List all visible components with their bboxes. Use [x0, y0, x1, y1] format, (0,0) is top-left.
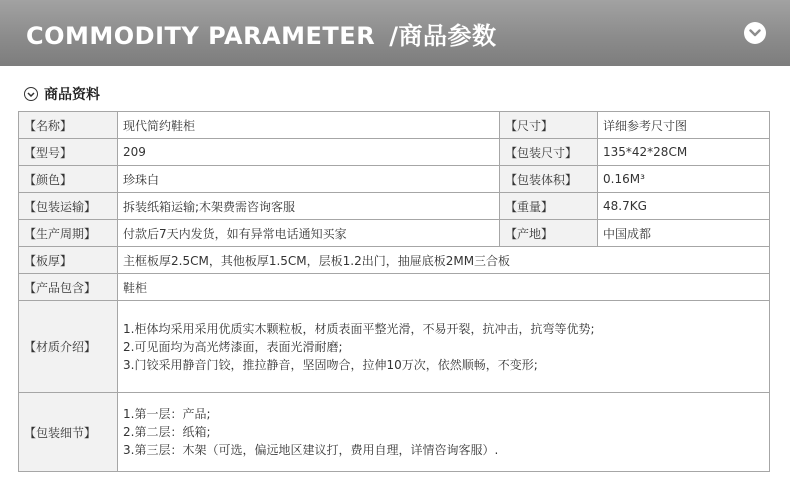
packing-line: 1.第一层：产品; [123, 407, 211, 421]
packing-line: 3.第三层：木架（可选，偏远地区建议打，费用自理，详情咨询客服）. [123, 443, 499, 457]
transport-value: 拆装纸箱运输;木架费需咨询客服 [118, 193, 500, 220]
pack-volume-value: 0.16M³ [598, 166, 770, 193]
table-row [19, 393, 770, 472]
table-row [19, 193, 770, 220]
table-row [19, 166, 770, 193]
origin-value: 中国成都 [598, 220, 770, 247]
transport-label: 【包装运输】 [19, 193, 118, 220]
banner-title [26, 16, 496, 51]
table-row [19, 220, 770, 247]
header-banner [0, 0, 790, 66]
chevron-down-circle-icon[interactable] [744, 22, 766, 44]
cycle-value: 付款后7天内发货，如有异常电话通知买家 [118, 220, 500, 247]
table-row [19, 301, 770, 393]
table-row [19, 274, 770, 301]
origin-label: 【产地】 [500, 220, 598, 247]
chevron-down-circle-icon [24, 87, 38, 101]
section-title: 商品资料 [44, 87, 100, 103]
material-line: 1.柜体均采用采用优质实木颗粒板，材质表面平整光滑，不易开裂，抗冲击，抗弯等优势; [123, 321, 595, 336]
section-header [24, 84, 100, 104]
color-label: 【颜色】 [19, 166, 118, 193]
packing-label: 【包装细节】 [19, 393, 118, 472]
cycle-label: 【生产周期】 [19, 220, 118, 247]
banner-title-cn: /商品参数 [389, 22, 497, 50]
thickness-label: 【板厚】 [19, 247, 118, 274]
pack-volume-label: 【包装体积】 [500, 166, 598, 193]
color-value: 珍珠白 [118, 166, 500, 193]
weight-value: 48.7KG [598, 193, 770, 220]
size-value: 详细参考尺寸图 [598, 112, 770, 139]
material-line: 3.门铰采用静音门铰，推拉静音，坚固吻合，拉伸10万次，依然顺畅，不变形; [123, 357, 538, 372]
packing-value [118, 393, 770, 472]
table-row [19, 112, 770, 139]
includes-label: 【产品包含】 [19, 274, 118, 301]
model-value: 209 [118, 139, 500, 166]
parameter-table [18, 111, 770, 472]
pack-size-label: 【包装尺寸】 [500, 139, 598, 166]
banner-title-en: COMMODITY PARAMETER [26, 22, 376, 50]
name-label: 【名称】 [19, 112, 118, 139]
table-row [19, 247, 770, 274]
material-label: 【材质介绍】 [19, 301, 118, 393]
table-row [19, 139, 770, 166]
packing-line: 2.第二层：纸箱; [123, 425, 211, 439]
material-line: 2.可见面均为高光烤漆面，表面光滑耐磨; [123, 339, 343, 354]
pack-size-value: 135*42*28CM [598, 139, 770, 166]
includes-value: 鞋柜 [118, 274, 770, 301]
weight-label: 【重量】 [500, 193, 598, 220]
material-value [118, 301, 770, 393]
thickness-value: 主框板厚2.5CM，其他板厚1.5CM，层板1.2出门，抽屉底板2MM三合板 [118, 247, 770, 274]
model-label: 【型号】 [19, 139, 118, 166]
name-value: 现代简约鞋柜 [118, 112, 500, 139]
size-label: 【尺寸】 [500, 112, 598, 139]
